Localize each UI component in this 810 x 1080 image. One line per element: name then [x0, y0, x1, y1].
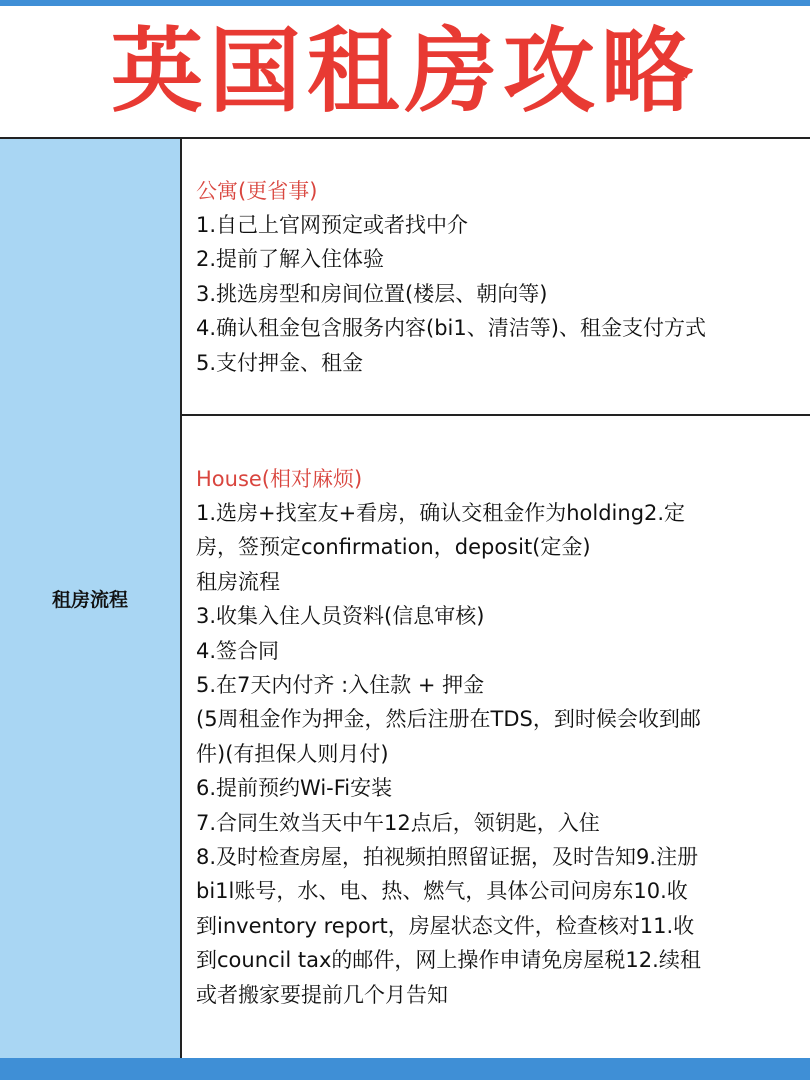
- house-step: 1.选房+找室友+看房，确认交租金作为holding2.定: [196, 501, 686, 525]
- house-step: (5周租金作为押金，然后注册在TDS，到时候会收到邮: [196, 707, 701, 732]
- row-label: 租房流程: [51, 589, 128, 611]
- house-step: 房，签预定confirmation，deposit(定金): [196, 535, 591, 560]
- apartment-step: 3.挑选房型和房间位置(楼层、朝向等): [196, 281, 548, 306]
- apartment-step: 1.自己上官网预定或者找中介: [196, 213, 469, 237]
- house-step: 5.在7天内付齐 :入住款 + 押金: [196, 673, 485, 698]
- apartment-step: 5.支付押金、租金: [196, 350, 364, 375]
- apartment-heading: 公寓(更省事): [196, 179, 318, 203]
- house-step: 3.收集入住人员资料(信息审核): [196, 604, 485, 629]
- house-step: 到council tax的邮件，网上操作申请免房屋税12.续租: [196, 948, 701, 973]
- house-step: 7.合同生效当天中午12点后，领钥匙，入住: [196, 810, 600, 835]
- house-heading: House(相对麻烦): [196, 467, 363, 491]
- house-section: [182, 418, 810, 1058]
- page-title-banner: [0, 6, 810, 138]
- house-step: 8.及时检查房屋，拍视频拍照留证据，及时告知9.注册: [196, 845, 699, 870]
- apartment-step: 2.提前了解入住体验: [196, 247, 385, 272]
- bottom-border: [0, 1058, 810, 1080]
- house-step: 租房流程: [196, 569, 280, 594]
- house-step: bi1l账号，水、电、热、燃气，具体公司问房东10.收: [196, 879, 688, 904]
- house-step: 到inventory report，房屋状态文件，检查核对11.收: [196, 913, 695, 938]
- row-label-cell: [0, 139, 182, 1058]
- apartment-step: 4.确认租金包含服务内容(bi1、清洁等)、租金支付方式: [196, 316, 706, 341]
- page-title: 英国租房攻略: [110, 18, 699, 125]
- house-step: 6.提前预约Wi-Fi安装: [196, 776, 393, 801]
- house-step: 或者搬家要提前几个月告知: [196, 982, 448, 1007]
- apartment-section: [182, 139, 810, 416]
- house-step: 件)(有担保人则月付): [196, 741, 389, 766]
- house-step: 4.签合同: [196, 638, 280, 663]
